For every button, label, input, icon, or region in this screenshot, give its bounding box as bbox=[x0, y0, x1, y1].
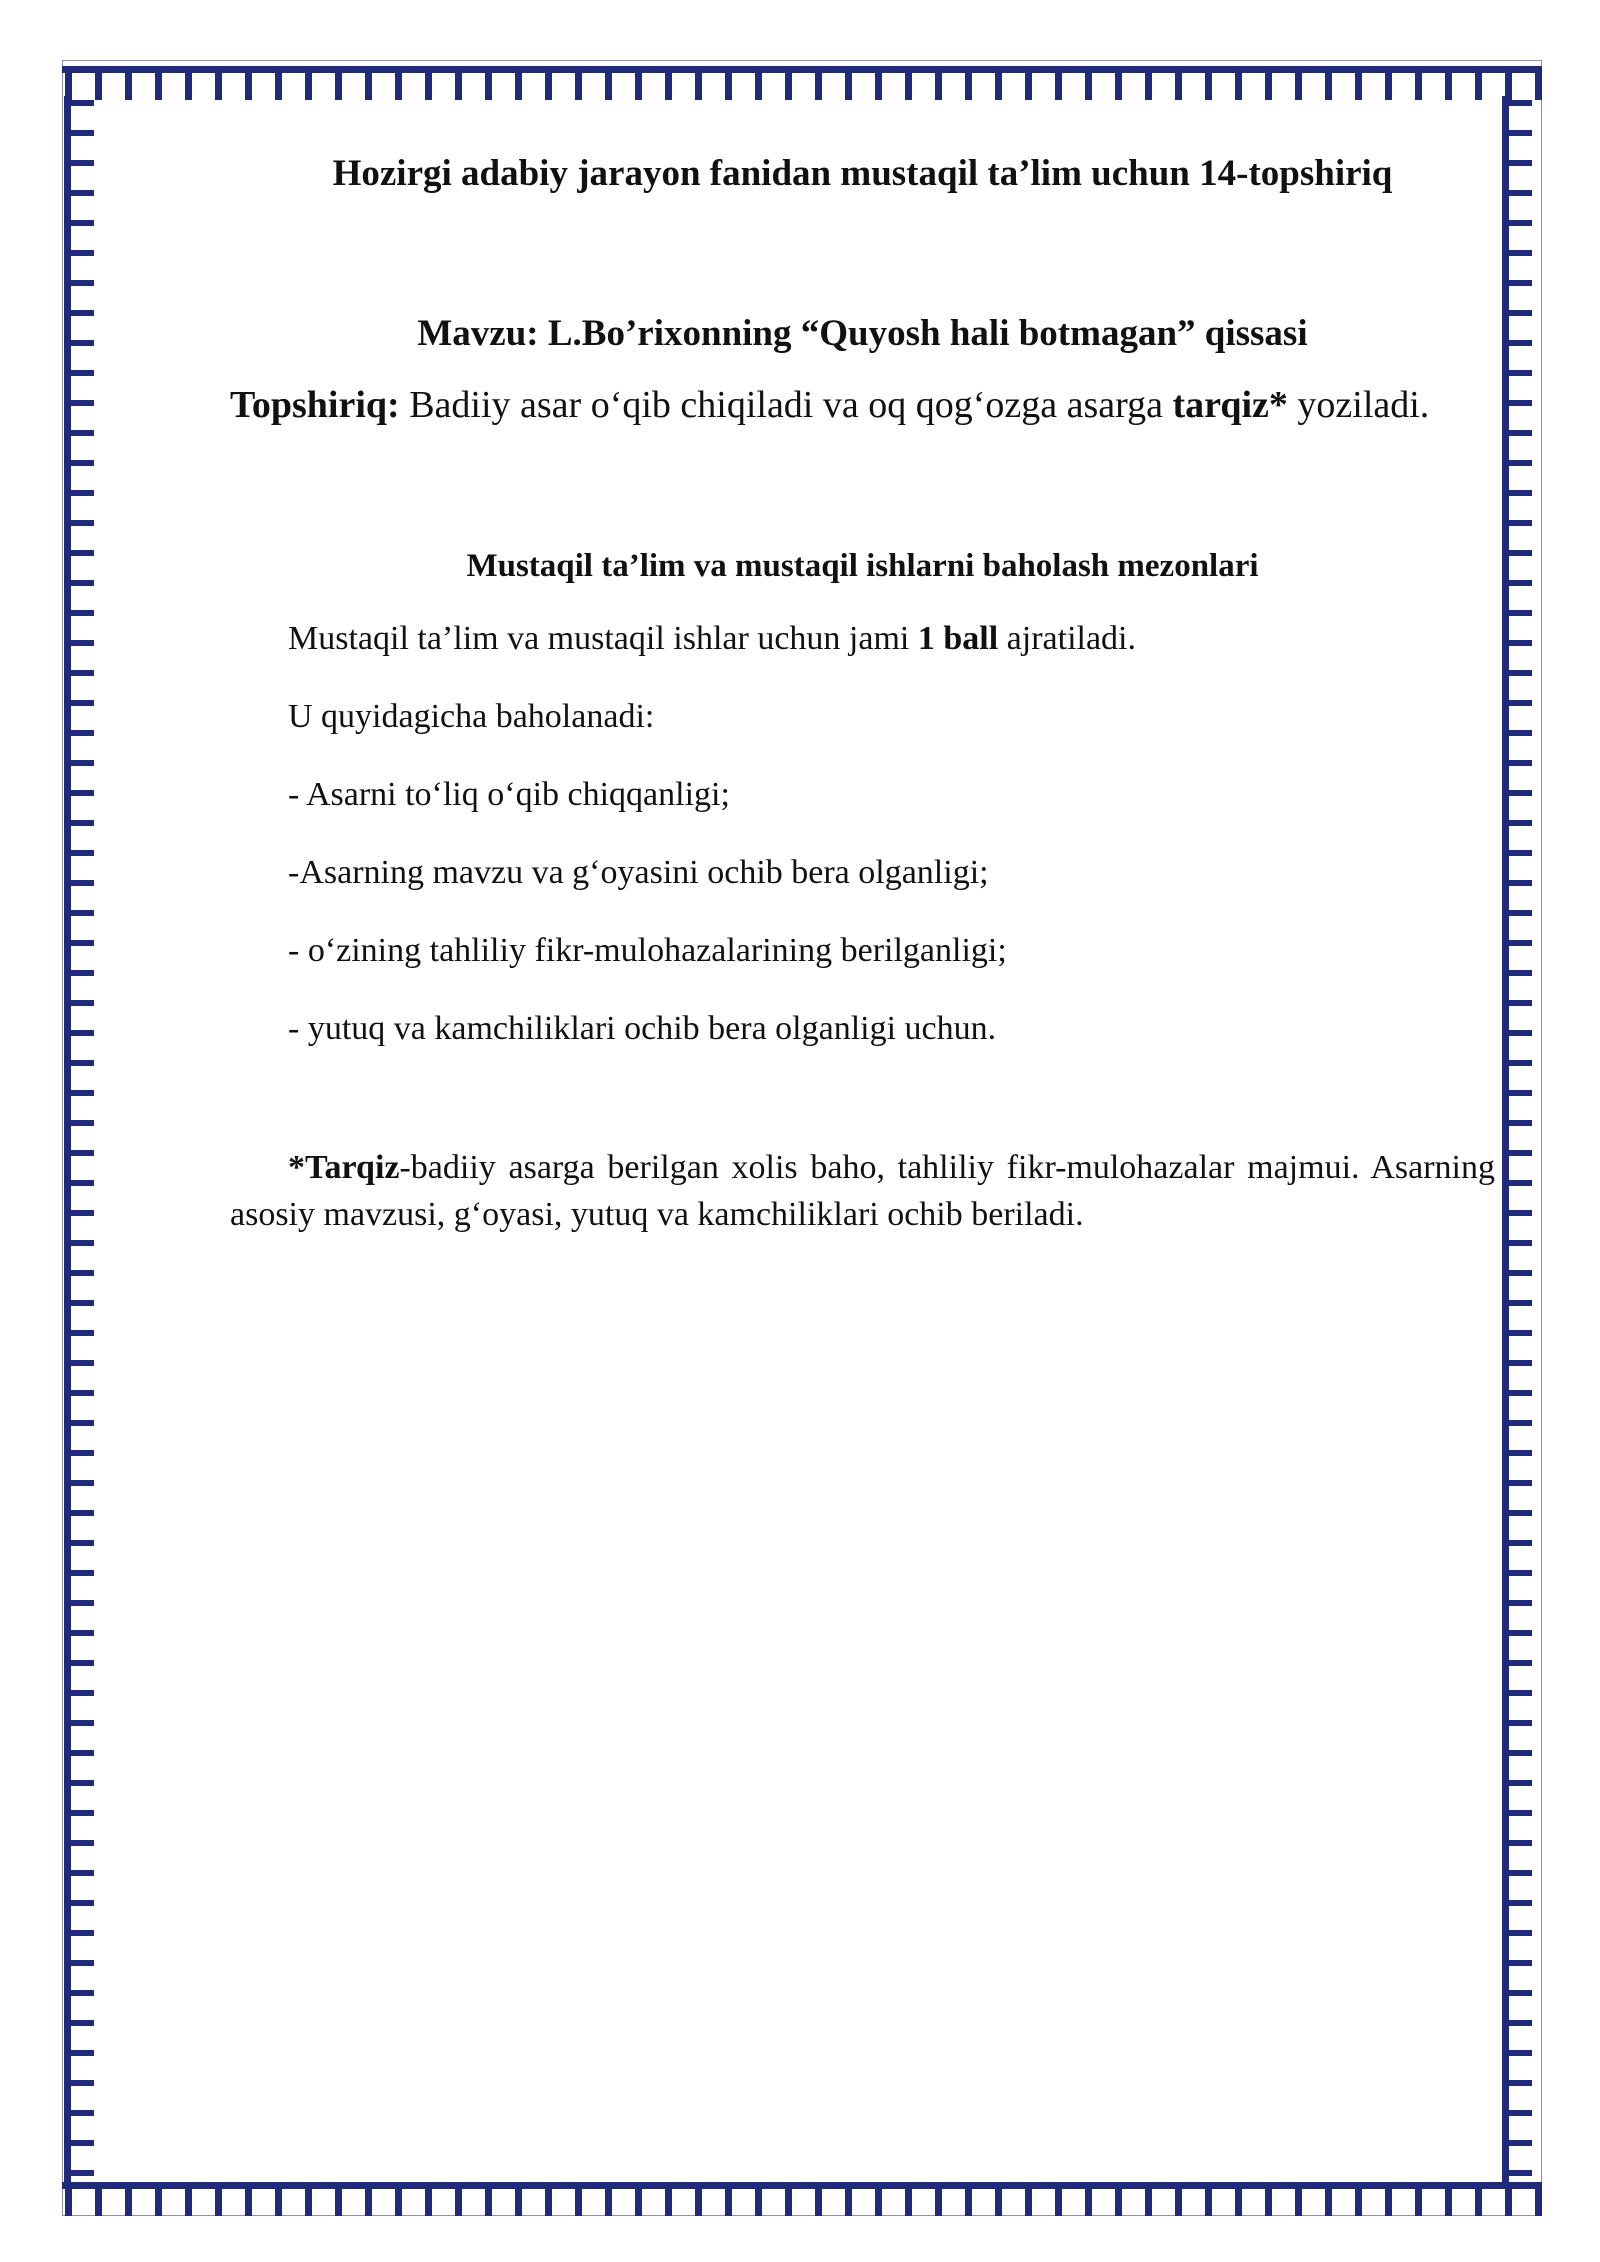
criteria-intro bbox=[230, 616, 1495, 662]
border-left-pattern bbox=[64, 96, 104, 2186]
document-topic: Mavzu: L.Bo’rixonning “Quyosh hali botmagan” qissasi bbox=[417, 313, 1308, 355]
footnote-term: *Tarqiz bbox=[288, 1148, 400, 1186]
criteria-item: -Asarning mavzu va g‘oyasini ochib bera olganligi; bbox=[288, 853, 989, 891]
footnote-text: -badiiy asarga berilgan xolis baho, tahliliy fikr-mulohazalar majmui. Asarning asosiy mavzusi, g‘oyasi, yutuq va kamchiliklari ochib beriladi. bbox=[230, 1148, 1495, 1234]
criteria-item: - yutuq va kamchiliklari ochib bera olganligi uchun. bbox=[288, 1009, 997, 1047]
criteria-intro-before: Mustaqil ta’lim va mustaqil ishlar uchun jami bbox=[288, 620, 918, 658]
criteria-title: Mustaqil ta’lim va mustaqil ishlarni baholash mezonlari bbox=[466, 548, 1259, 585]
task-paragraph bbox=[230, 378, 1495, 433]
document-body bbox=[230, 150, 1495, 1239]
border-right-pattern bbox=[1502, 96, 1542, 2186]
criteria-item: - Asarni to‘liq o‘qib chiqqanligi; bbox=[288, 775, 730, 813]
border-top-pattern bbox=[62, 60, 1542, 100]
task-bold-term: tarqiz* bbox=[1172, 384, 1288, 427]
document-title: Hozirgi adabiy jarayon fanidan mustaqil ta’lim uchun 14-topshiriq bbox=[332, 153, 1393, 194]
task-text-before: Badiiy asar o‘qib chiqiladi va oq qog‘ozga asarga bbox=[399, 384, 1173, 427]
footnote bbox=[230, 1144, 1495, 1239]
criteria-item: - o‘zining tahliliy fikr-mulohazalarining berilganligi; bbox=[288, 931, 1007, 969]
criteria-intro-after: ajratiladi. bbox=[998, 620, 1136, 658]
border-bottom-pattern bbox=[62, 2176, 1542, 2216]
criteria-subtitle: U quyidagicha baholanadi: bbox=[288, 698, 655, 736]
task-text-after: yoziladi. bbox=[1287, 384, 1430, 427]
task-label: Topshiriq: bbox=[230, 384, 400, 427]
criteria-intro-bold: 1 ball bbox=[917, 620, 999, 658]
